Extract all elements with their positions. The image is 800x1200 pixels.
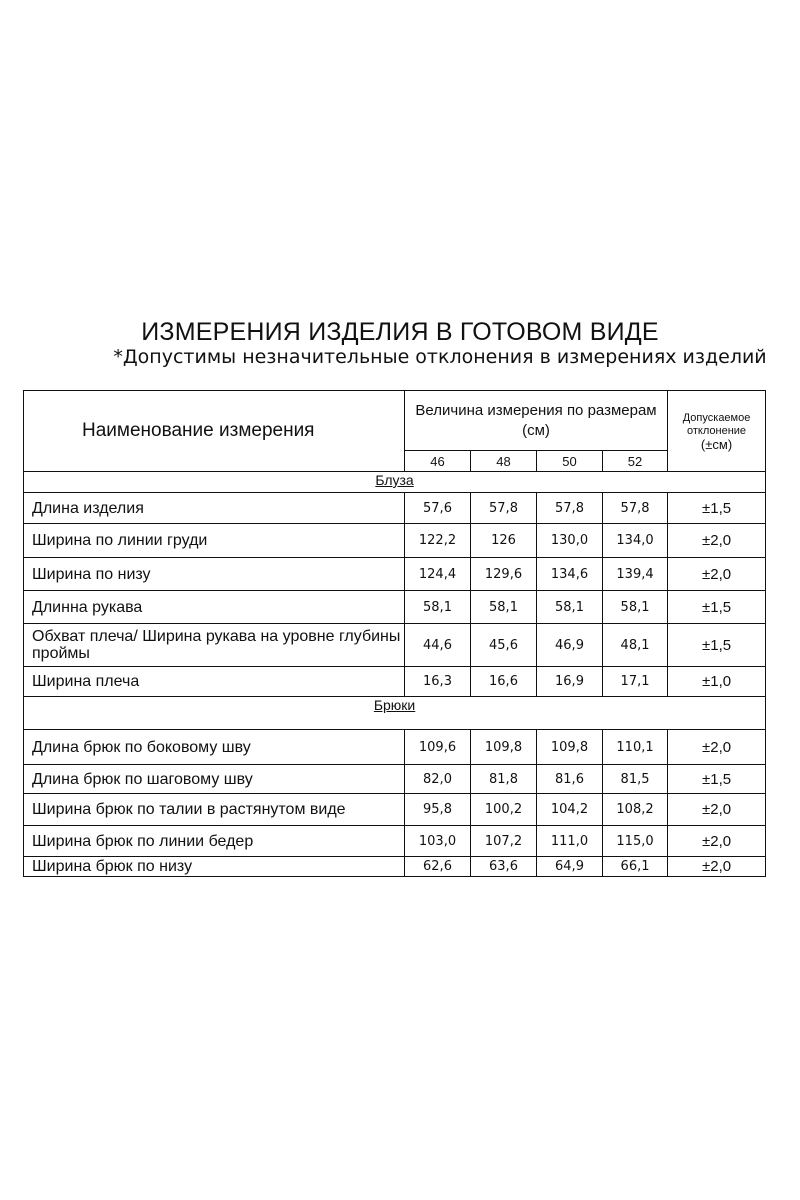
name-column-header: Наименование измерения bbox=[24, 391, 405, 472]
table-row bbox=[24, 493, 766, 524]
measurement-value-size-46: 95,8 bbox=[405, 794, 471, 826]
page-subtitle bbox=[0, 346, 800, 368]
measurement-value-size-48: 129,6 bbox=[471, 558, 537, 591]
measurement-value-size-48: 126 bbox=[471, 524, 537, 558]
measurement-value-size-50: 58,1 bbox=[537, 591, 603, 624]
tolerance-column-header bbox=[668, 391, 766, 472]
measurement-value-size-48: 57,8 bbox=[471, 493, 537, 524]
measurement-value-size-50: 109,8 bbox=[537, 730, 603, 765]
measurement-value-size-46: 109,6 bbox=[405, 730, 471, 765]
size-header-3: 52 bbox=[603, 451, 668, 472]
measurement-value-size-50: 104,2 bbox=[537, 794, 603, 826]
measurement-name: Ширина брюк по низу bbox=[24, 857, 405, 877]
measurement-value-size-48: 58,1 bbox=[471, 591, 537, 624]
section-title bbox=[24, 472, 766, 493]
measurement-value-size-46: 58,1 bbox=[405, 591, 471, 624]
tolerance-header-line1: Допускаемое bbox=[682, 411, 751, 424]
measurement-value-size-50: 46,9 bbox=[537, 624, 603, 667]
measurement-value-size-52: 66,1 bbox=[603, 857, 668, 877]
table-row bbox=[24, 667, 766, 697]
measurement-value-size-50: 16,9 bbox=[537, 667, 603, 697]
measurement-value-size-46: 103,0 bbox=[405, 826, 471, 857]
measurement-name: Длинна рукава bbox=[24, 591, 405, 624]
measurement-value-size-50: 57,8 bbox=[537, 493, 603, 524]
table-row bbox=[24, 730, 766, 765]
table-row bbox=[24, 857, 766, 877]
table-body bbox=[24, 391, 766, 877]
measurement-value-size-52: 58,1 bbox=[603, 591, 668, 624]
measurement-value-size-48: 81,8 bbox=[471, 765, 537, 794]
measurement-name: Длина изделия bbox=[24, 493, 405, 524]
subtitle-text: *Допустимы незначительные отклонения в измерениях изделий bbox=[113, 346, 767, 368]
measurement-value-size-50: 81,6 bbox=[537, 765, 603, 794]
measurement-value-size-52: 108,2 bbox=[603, 794, 668, 826]
tolerance-value: ±1,5 bbox=[668, 765, 766, 794]
measurement-value-size-52: 17,1 bbox=[603, 667, 668, 697]
size-header-2: 50 bbox=[537, 451, 603, 472]
tolerance-value: ±1,5 bbox=[668, 493, 766, 524]
value-column-header: Величина измерения по размерам (см) bbox=[405, 391, 668, 451]
measurement-value-size-50: 111,0 bbox=[537, 826, 603, 857]
tolerance-value: ±1,5 bbox=[668, 624, 766, 667]
tolerance-value: ±1,5 bbox=[668, 591, 766, 624]
measurement-name: Ширина по линии груди bbox=[24, 524, 405, 558]
tolerance-value: ±2,0 bbox=[668, 730, 766, 765]
measurement-value-size-52: 139,4 bbox=[603, 558, 668, 591]
measurement-value-size-52: 81,5 bbox=[603, 765, 668, 794]
measurement-value-size-50: 130,0 bbox=[537, 524, 603, 558]
measurement-value-size-52: 115,0 bbox=[603, 826, 668, 857]
measurement-name: Ширина по низу bbox=[24, 558, 405, 591]
tolerance-value: ±2,0 bbox=[668, 558, 766, 591]
tolerance-value: ±2,0 bbox=[668, 524, 766, 558]
measurement-value-size-52: 134,0 bbox=[603, 524, 668, 558]
measurement-value-size-46: 124,4 bbox=[405, 558, 471, 591]
measurement-value-size-50: 134,6 bbox=[537, 558, 603, 591]
section-row bbox=[24, 472, 766, 493]
section-row bbox=[24, 697, 766, 730]
table-row bbox=[24, 524, 766, 558]
tolerance-header-line3: (±см) bbox=[700, 436, 733, 452]
table-row bbox=[24, 624, 766, 667]
measurement-value-size-48: 100,2 bbox=[471, 794, 537, 826]
measurement-value-size-46: 57,6 bbox=[405, 493, 471, 524]
tolerance-value: ±2,0 bbox=[668, 794, 766, 826]
measurement-name: Ширина плеча bbox=[24, 667, 405, 697]
measurement-value-size-46: 44,6 bbox=[405, 624, 471, 667]
measurement-value-size-46: 82,0 bbox=[405, 765, 471, 794]
header-row bbox=[24, 391, 766, 451]
section-title bbox=[24, 697, 766, 730]
size-header-0: 46 bbox=[405, 451, 471, 472]
measurement-name: Длина брюк по боковому шву bbox=[24, 730, 405, 765]
measurement-value-size-48: 63,6 bbox=[471, 857, 537, 877]
measurement-value-size-48: 16,6 bbox=[471, 667, 537, 697]
tolerance-value: ±2,0 bbox=[668, 857, 766, 877]
measurement-name: Длина брюк по шаговому шву bbox=[24, 765, 405, 794]
table-row bbox=[24, 794, 766, 826]
size-header-1: 48 bbox=[471, 451, 537, 472]
measurement-value-size-52: 48,1 bbox=[603, 624, 668, 667]
tolerance-header-line2: отклонение bbox=[687, 424, 747, 437]
measurement-value-size-46: 16,3 bbox=[405, 667, 471, 697]
measurement-value-size-46: 122,2 bbox=[405, 524, 471, 558]
measurement-value-size-46: 62,6 bbox=[405, 857, 471, 877]
section-title-text: Брюки bbox=[373, 697, 416, 713]
measurement-table bbox=[23, 390, 766, 877]
section-title-text: Блуза bbox=[375, 472, 414, 488]
measurement-name: Ширина брюк по талии в растянутом виде bbox=[24, 794, 405, 826]
table-row bbox=[24, 826, 766, 857]
measurement-value-size-50: 64,9 bbox=[537, 857, 603, 877]
measurement-name: Обхват плеча/ Ширина рукава на уровне глубины проймы bbox=[24, 624, 405, 667]
tolerance-value: ±1,0 bbox=[668, 667, 766, 697]
table-row bbox=[24, 765, 766, 794]
measurement-name: Ширина брюк по линии бедер bbox=[24, 826, 405, 857]
table-row bbox=[24, 591, 766, 624]
measurement-value-size-48: 109,8 bbox=[471, 730, 537, 765]
measurement-value-size-52: 110,1 bbox=[603, 730, 668, 765]
page-title: ИЗМЕРЕНИЯ ИЗДЕЛИЯ В ГОТОВОМ ВИДЕ bbox=[141, 318, 659, 346]
table-row bbox=[24, 558, 766, 591]
measurement-value-size-48: 45,6 bbox=[471, 624, 537, 667]
tolerance-value: ±2,0 bbox=[668, 826, 766, 857]
measurement-value-size-48: 107,2 bbox=[471, 826, 537, 857]
measurement-value-size-52: 57,8 bbox=[603, 493, 668, 524]
